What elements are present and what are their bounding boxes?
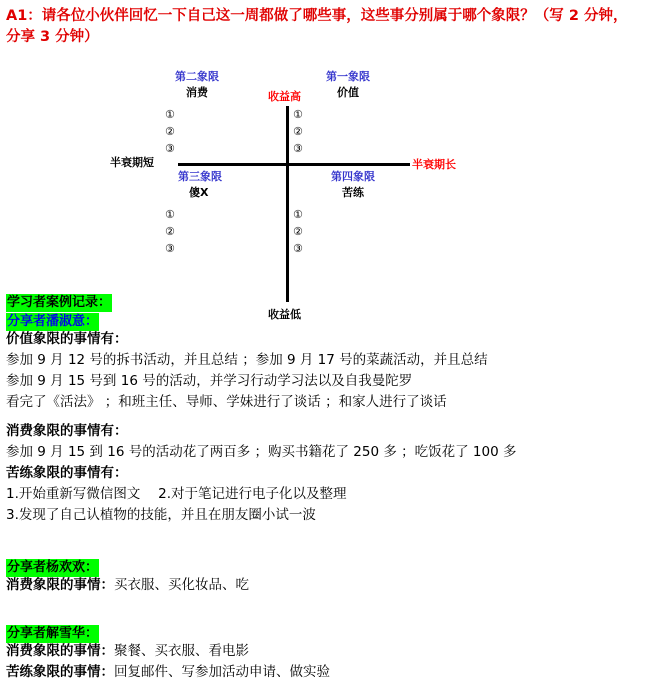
sharer-1-section-1-heading: 价值象限的事情有： xyxy=(6,331,128,347)
record-heading: 学习者案例记录： xyxy=(7,295,112,310)
sharer-3-name: 分享者解雪华： xyxy=(7,626,99,641)
quadrant-1-item-1: ① xyxy=(293,108,303,121)
quadrant-2-subtitle: 消费 xyxy=(186,86,208,99)
sharer-3-name-row xyxy=(6,622,646,641)
sharer-1-section-1-line-3: 看完了《活法》 ；和班主任、导师、学妹进行了谈话 ；和家人进行了谈话 xyxy=(6,394,447,410)
quadrant-4-item-3: ③ xyxy=(293,242,303,255)
quadrant-1-item-3: ③ xyxy=(293,142,303,155)
axis-label-right: 半衰期长 xyxy=(412,158,456,171)
learner-case-notes xyxy=(6,291,646,683)
sharer-2-row-1-value: 买衣服、买化妆品、吃 xyxy=(114,577,249,593)
quadrant-4-title: 第四象限 xyxy=(331,170,375,183)
sharer-1-section-3-line-2: 3.发现了自己认植物的技能，并且在朋友圈小试一波 xyxy=(6,507,316,523)
section-spacer xyxy=(6,413,646,421)
quadrant-1-title: 第一象限 xyxy=(326,70,370,83)
sharer-1-section-1-line-2: 参加 9 月 15 号到 16 号的活动，并学习行动学习法以及自我曼陀罗 xyxy=(6,373,413,389)
axis-label-left: 半衰期短 xyxy=(110,156,154,169)
sharer-1-section-2-line-1: 参加 9 月 15 到 16 号的活动花了两百多 ；购买书籍花了 250 多 ；吃饭花了 100 多 xyxy=(6,444,517,460)
sharer-3-row-1 xyxy=(6,641,646,662)
record-heading-row xyxy=(6,291,646,310)
sharer-1-name-row xyxy=(6,310,646,329)
quadrant-1-subtitle: 价值 xyxy=(337,86,359,99)
sharer-spacer-1 xyxy=(6,526,646,556)
sharer-1-section-3-line-1: 1.开始重新写微信图文 2.对于笔记进行电子化以及整理 xyxy=(6,486,347,502)
sharer-1-section-1-line-1: 参加 9 月 12 号的拆书活动，并且总结 ；参加 9 月 17 号的菜蔬活动，并且总结 xyxy=(6,352,488,368)
vertical-axis-line xyxy=(286,106,289,302)
sharer-1-name: 分享者潘淑意： xyxy=(7,314,99,329)
quadrant-3-subtitle: 傻X xyxy=(189,186,209,199)
sharer-2-row-1 xyxy=(6,575,646,596)
quadrant-4-item-2: ② xyxy=(293,225,303,238)
quadrant-2-item-2: ② xyxy=(165,125,175,138)
quadrant-4-item-1: ① xyxy=(293,208,303,221)
quadrant-3-title: 第三象限 xyxy=(178,170,222,183)
quadrant-2-item-1: ① xyxy=(165,108,175,121)
quadrant-1-item-2: ② xyxy=(293,125,303,138)
quadrant-3-item-2: ② xyxy=(165,225,175,238)
quadrant-3-items xyxy=(165,206,175,257)
sharer-2-row-1-label: 消费象限的事情： xyxy=(6,577,114,593)
sharer-spacer-2 xyxy=(6,596,646,622)
sharer-1-section-3-heading: 苦练象限的事情有： xyxy=(6,465,128,481)
quadrant-2-title: 第二象限 xyxy=(175,70,219,83)
quadrant-3-item-3: ③ xyxy=(165,242,175,255)
sharer-3-row-2 xyxy=(6,662,646,683)
sharer-3-row-1-label: 消费象限的事情： xyxy=(6,643,114,659)
sharer-3-row-2-label: 苦练象限的事情： xyxy=(6,664,114,680)
quadrant-2-items xyxy=(165,106,175,157)
sharer-3-row-2-value: 回复邮件、写参加活动申请、做实验 xyxy=(114,664,330,680)
quadrant-1-items xyxy=(293,106,303,157)
sharer-3-row-1-value: 聚餐、买衣服、看电影 xyxy=(114,643,249,659)
axis-label-bottom: 收益低 xyxy=(268,308,301,321)
sharer-2-name: 分享者杨欢欢： xyxy=(7,560,99,575)
quadrant-2-item-3: ③ xyxy=(165,142,175,155)
question-text: A1：请各位小伙伴回忆一下自己这一周都做了哪些事，这些事分别属于哪个象限？（写 2 分钟，分享 3 分钟） xyxy=(6,8,628,45)
sharer-2-name-row xyxy=(6,556,646,575)
quadrant-4-subtitle: 苦练 xyxy=(342,186,364,199)
quadrant-4-items xyxy=(293,206,303,257)
horizontal-axis-line xyxy=(178,163,410,166)
quadrant-3-item-1: ① xyxy=(165,208,175,221)
sharer-1-section-2-heading: 消费象限的事情有： xyxy=(6,423,128,439)
axis-label-top: 收益高 xyxy=(268,90,301,103)
